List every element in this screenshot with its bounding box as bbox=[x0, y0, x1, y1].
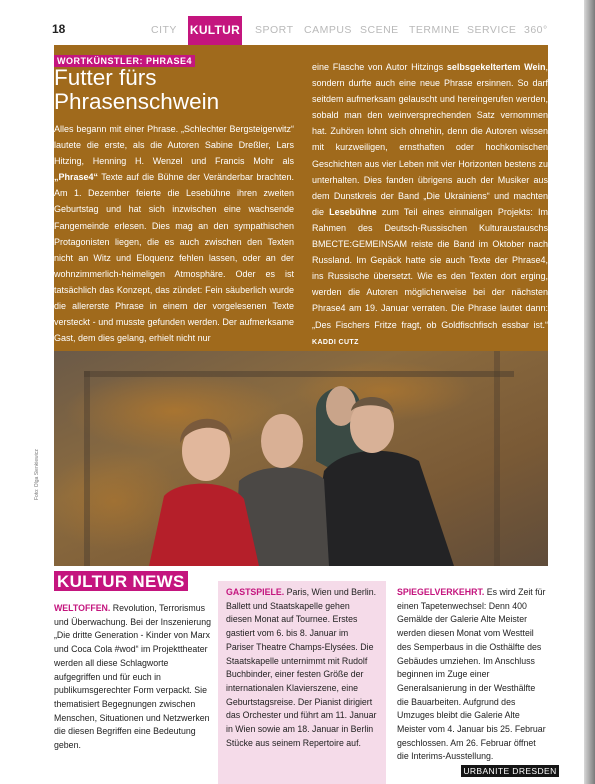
section-header bbox=[0, 0, 584, 45]
news-item-gastspiele bbox=[226, 586, 378, 750]
news-text: Es wird Zeit für einen Tapetenwechsel: Denn 400 Gemälde der Galerie Alte Meister werden diesen Monat vom Westteil des Semperbaus in die Osthälfte des Gebäudes umziehen. Im Anschluss beginnen im Zuge einer Generalsanierung in der Westhälfte die Bauarbeiten. Aufgrund des Umzuges bleibt die Galerie Alte Meister vom 4. Januar bis 25. Februar geschlossen. Am 26. Februar öffnet die Interims-Ausstellung. bbox=[397, 587, 546, 762]
publication-footer: URBANITE DRESDEN bbox=[461, 765, 559, 777]
nav-termine[interactable]: TERMINE bbox=[409, 24, 460, 36]
nav-sport[interactable]: SPORT bbox=[255, 24, 294, 36]
body-bold: Lesebühne bbox=[329, 206, 377, 217]
body-text: Texte auf die Bühne der Veränderbar brachten. Am 1. Dezember feierte die Lesebühne ihren zweiten Geburtstag und hat sich inzwischen eine wachsende Fangemeinde erlesen. Dies mag an den sympathischen Protagonisten liegen, die es auch zwischen den Texten nicht an Witz und Eloquenz fehlen lassen, oder an der wohnzimmerlich-heimeligen Atmosphäre. Oder es ist tatsächlich das Konzept, das zündet: Fein säuberlich wurde die allererste Phrase in einem der vorgelesenen Texte versteckt - und musste gefunden werden. Der aufmerksame Gast, dem dies gelang, erhielt nicht nur bbox=[54, 172, 294, 344]
news-section-title: KULTUR NEWS bbox=[54, 571, 188, 591]
body-text: , sondern durfte auch eine neue Phrase ersinnen. So darf seitdem aufmerksam gelauscht und hereingerufen werden, sobald man den weinversprechenden Satz vernommen hat. Zuhören lohnt sich ohnehin, denn die Autoren wissen mit kurzweiligen, ernsthaften oder hochkomischen Geschichten aus vier Leben mit vier Horizonten bestens zu unterhalten. Dies fanden übrigens auch der Musiker aus dem Dunstkreis der Band „Die Ukrainiens“ und machten die bbox=[312, 62, 548, 217]
title-line-1: Futter fürs bbox=[54, 65, 157, 90]
title-line-2: Phrasenschwein bbox=[54, 89, 220, 114]
page-number: 18 bbox=[52, 22, 66, 36]
nav-campus[interactable]: CAMPUS bbox=[304, 24, 352, 36]
article-kicker: WORTKÜNSTLER: PHRASE4 bbox=[54, 55, 195, 67]
news-headline: WELTOFFEN. bbox=[54, 603, 111, 613]
page-spine-shadow bbox=[584, 0, 595, 784]
body-bold: selbsgekeltertem Wein bbox=[446, 62, 546, 72]
news-item-weltoffen bbox=[54, 602, 212, 753]
article-column-1 bbox=[54, 121, 294, 346]
nav-service[interactable]: SERVICE bbox=[467, 24, 517, 36]
news-item-spiegelverkehrt bbox=[397, 586, 549, 764]
news-headline: SPIEGELVERKEHRT. bbox=[397, 587, 485, 597]
body-text: eine Flasche von Autor Hitzings bbox=[312, 62, 447, 72]
body-text: zum Teil eines einmaligen Projekts: Im Rahmen des Deutsch-Russischen Kulturaustauschs BMECTE:GEMEINSAM reiste die Band im Oktober nach Russland. Im Gepäck hatte sie auch Texte der Phrase4, ins Russische übersetzt. Wie es den Texten dort erging, werden die Autoren möglicherweise bei der nächsten Phrase4 am 19. Januar verraten. Die Phrase lautet dann: „Des Fischers Fritze fragt, ob Goldfischfisch essbar ist.“ bbox=[312, 206, 548, 330]
body-bold: „Phrase4“ bbox=[54, 172, 99, 183]
author-byline: KADDI CUTZ bbox=[312, 338, 359, 346]
body-text: Alles begann mit einer Phrase. „Schlechter Bergsteigerwitz“ lautete die erste, als die Autoren Sabine Dreßler, Lars Hitzing, Henning H. Wenzel und Francis Mohr als bbox=[54, 124, 294, 167]
news-text: Revolution, Terrorismus und Überwachung. Bei der Inszenierung „Die dritte Generation - Kinder von Marx und Coca Cola #wod“ im Projekttheater werden all diese Schlagworte aufgegriffen und für euch in publikumsgerechter Form verpackt. Sie thematisiert Begegnungen zwischen Menschen, Situationen und Netzwerken die diesen Begriffen eine Bedeutung geben. bbox=[54, 603, 211, 751]
nav-scene[interactable]: SCENE bbox=[360, 24, 399, 36]
article-title bbox=[54, 66, 294, 114]
article-column-2 bbox=[312, 59, 548, 351]
nav-city[interactable]: CITY bbox=[151, 24, 177, 36]
news-headline: GASTSPIELE. bbox=[226, 587, 285, 597]
nav-360[interactable]: 360° bbox=[524, 24, 548, 36]
news-text: Paris, Wien und Berlin. Ballett und Staatskapelle gehen diesen Monat auf Tournee. Erstes gastiert vom 6. bis 8. Januar im Pariser Theatre Champs-Elysées. Die Staatskapelle unternimmt mit Rudolf Buchbinder, einer festen Größe der internationalen Klavierszene, eine Geburtstagsreise. Der Pianist dirigiert das Orchester und führt am 11. Januar in Wien sowie am 18. Januar in Berlin Stücke aus seinem Repertoire auf. bbox=[226, 587, 377, 748]
band-photo bbox=[54, 351, 548, 566]
photo-credit: Foto: Olga Sienkiewicz bbox=[34, 449, 40, 500]
nav-kultur-active[interactable]: KULTUR bbox=[188, 16, 242, 45]
